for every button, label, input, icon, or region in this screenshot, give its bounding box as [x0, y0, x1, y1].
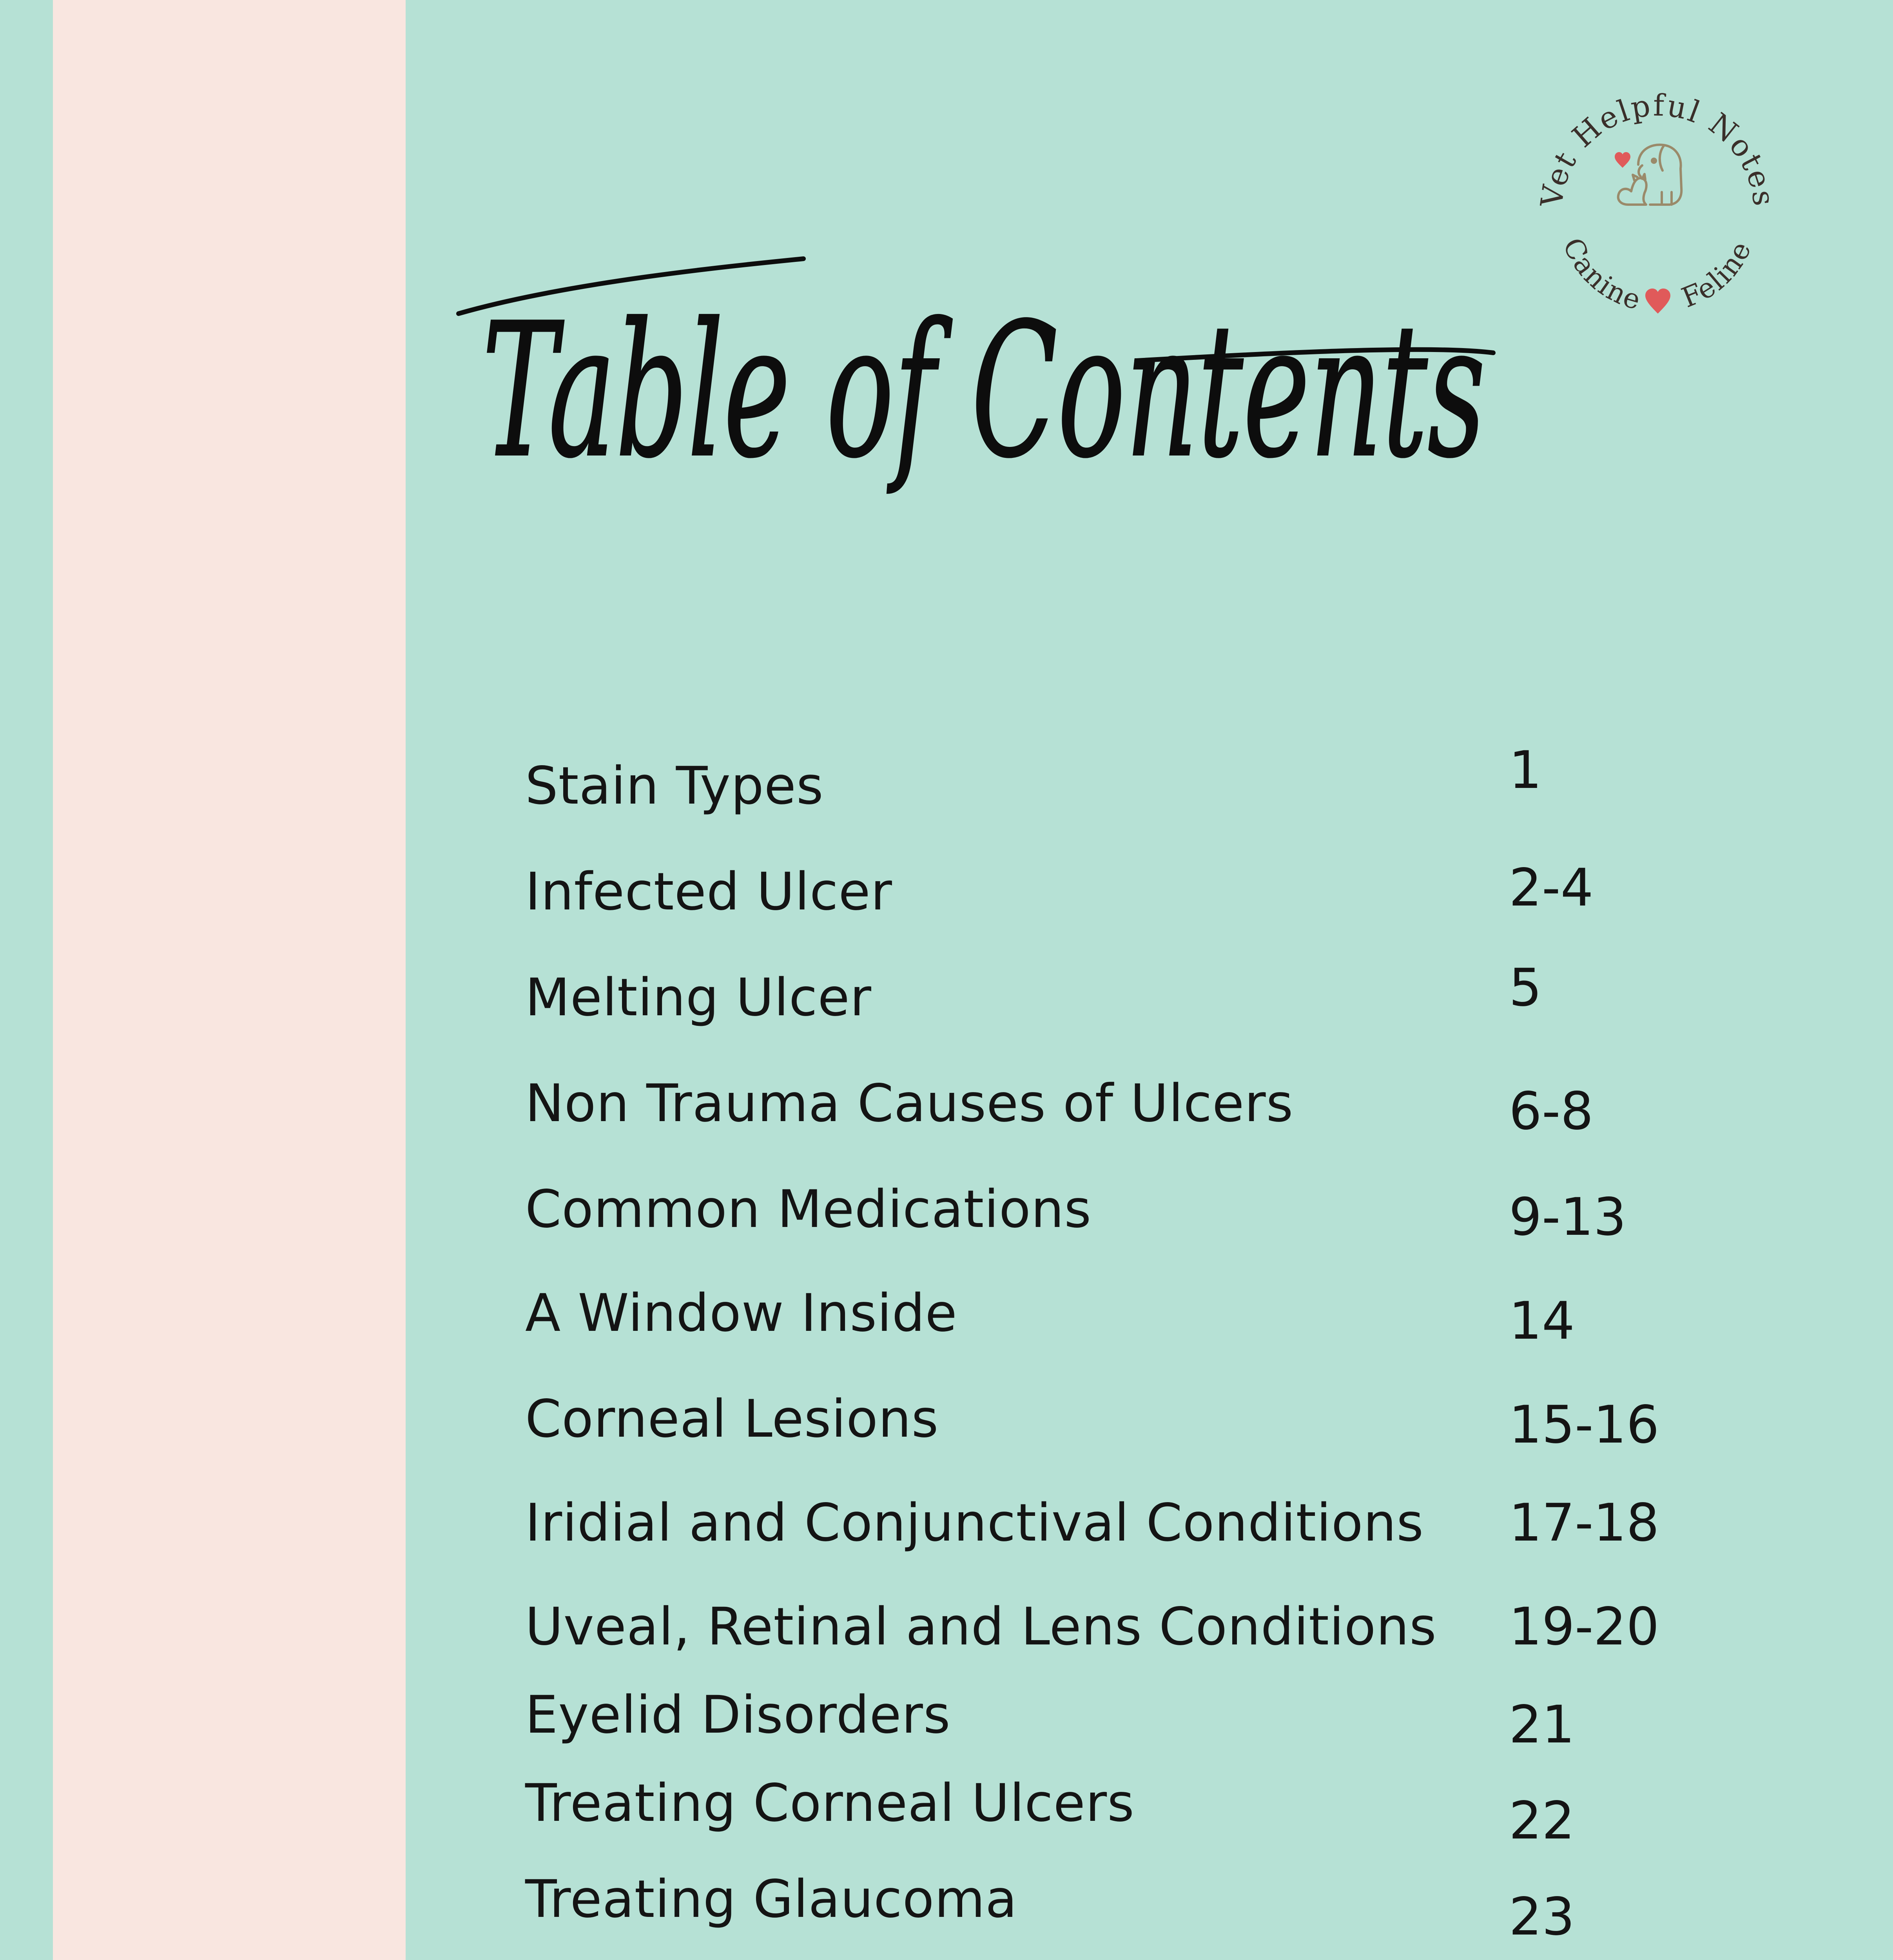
- toc-label: Common Medications: [525, 1179, 1092, 1240]
- toc-entry-uveal-retinal-lens[interactable]: [0, 1597, 1893, 1656]
- svg-text:Canine: [1556, 233, 1645, 316]
- toc-page-number: 23: [1509, 1887, 1575, 1947]
- toc-page-number: 22: [1509, 1791, 1575, 1851]
- toc-entry-eyelid-disorders[interactable]: [0, 1685, 1893, 1755]
- heart-icon: [1645, 289, 1670, 314]
- toc-page-number: 17-18: [1509, 1493, 1659, 1553]
- toc-entry-melting-ulcer[interactable]: [0, 958, 1893, 1028]
- vet-helpful-notes-logo: [1521, 63, 1795, 337]
- toc-entry-common-medications[interactable]: [0, 1179, 1893, 1247]
- svg-text:Feline: [1677, 236, 1758, 314]
- title-text: Table of Contents: [482, 284, 1485, 498]
- logo-top-text: Vet Helpful Notes: [1534, 87, 1782, 209]
- toc-label: A Window Inside: [525, 1283, 957, 1343]
- toc-label: Uveal, Retinal and Lens Conditions: [525, 1597, 1437, 1657]
- logo-bottom-right-text: Feline: [1677, 236, 1758, 314]
- toc-page-number: 2-4: [1509, 858, 1594, 918]
- heart-small-icon: [1615, 152, 1630, 168]
- toc-label: Stain Types: [525, 756, 824, 816]
- page-title: [451, 235, 1517, 588]
- toc-entry-stain-types[interactable]: [0, 740, 1893, 816]
- toc-label: Non Trauma Causes of Ulcers: [525, 1073, 1294, 1134]
- toc-page-number: 15-16: [1509, 1395, 1659, 1455]
- toc-label: Melting Ulcer: [525, 967, 872, 1028]
- toc-label: Infected Ulcer: [525, 862, 892, 922]
- toc-entry-infected-ulcer[interactable]: [0, 858, 1893, 922]
- toc-entry-corneal-lesions[interactable]: [0, 1389, 1893, 1455]
- toc-entry-a-window-inside[interactable]: [0, 1283, 1893, 1351]
- toc-label: Treating Corneal Ulcers: [525, 1773, 1135, 1833]
- toc-entry-iridial-conjunctival[interactable]: [0, 1494, 1893, 1552]
- toc-page-number: 9-13: [1509, 1187, 1626, 1247]
- toc-page-number: 6-8: [1509, 1081, 1594, 1142]
- toc-entry-treating-corneal-ulcers[interactable]: [0, 1773, 1893, 1851]
- toc-page-number: 1: [1509, 740, 1542, 800]
- toc-page-number: 5: [1509, 958, 1542, 1018]
- toc-entry-treating-glaucoma[interactable]: [0, 1869, 1893, 1947]
- toc-label: Treating Glaucoma: [525, 1869, 1017, 1929]
- logo-bottom-left-text: Canine: [1556, 233, 1645, 317]
- svg-text:Vet Helpful Notes: [1534, 88, 1782, 210]
- toc-page-number: 21: [1509, 1695, 1575, 1755]
- toc-entry-non-trauma-causes[interactable]: [0, 1073, 1893, 1142]
- toc-label: Iridial and Conjunctival Conditions: [525, 1493, 1424, 1553]
- toc-label: Corneal Lesions: [525, 1389, 939, 1449]
- toc-label: Eyelid Disorders: [525, 1685, 951, 1745]
- toc-page-number: 14: [1509, 1291, 1575, 1351]
- toc-page-number: 19-20: [1509, 1597, 1659, 1657]
